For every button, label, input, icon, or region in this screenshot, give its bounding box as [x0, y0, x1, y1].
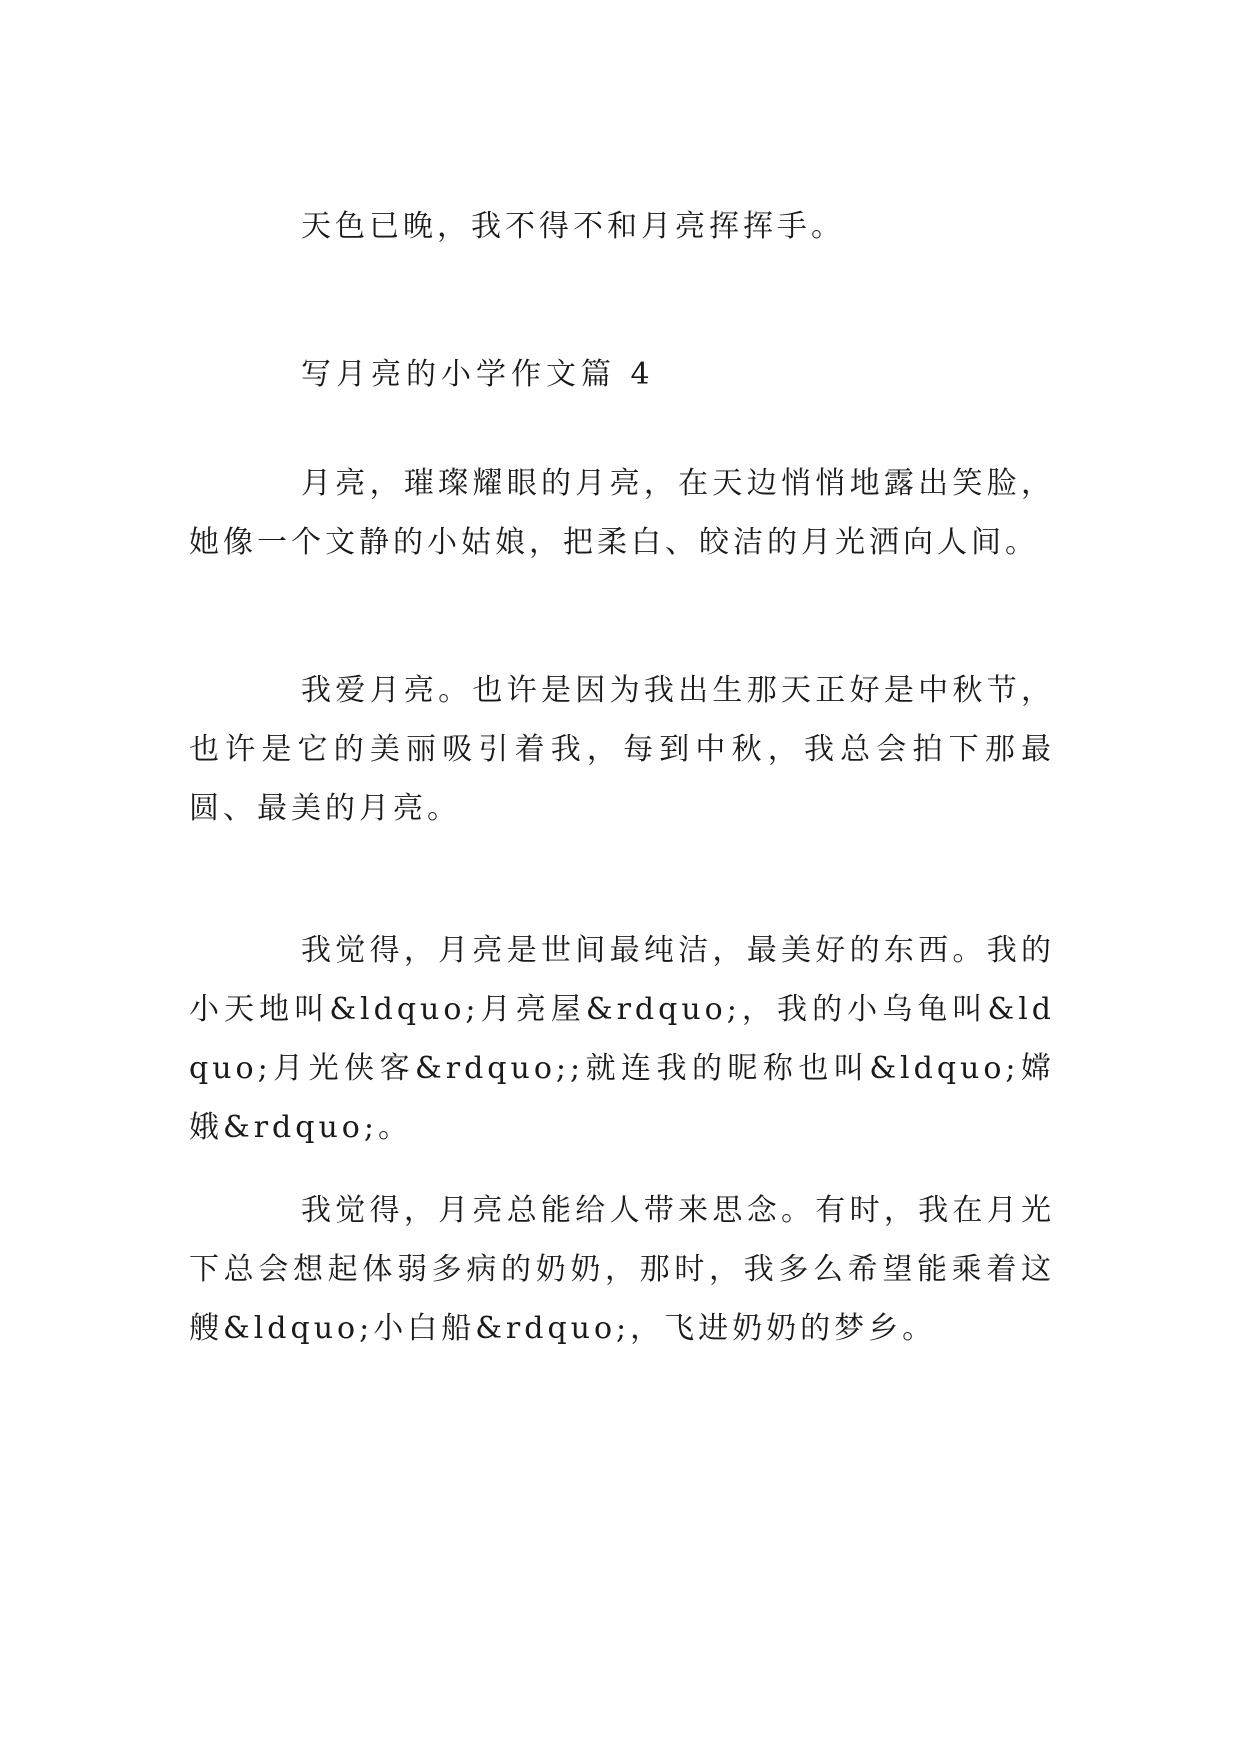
- section-heading: 写月亮的小学作文篇 4: [301, 357, 655, 392]
- paragraph-love-moon: 我爱月亮。也许是因为我出生那天正好是中秋节，也许是它的美丽吸引着我，每到中秋，我总会拍下那最圆、最美的月亮。: [189, 673, 1055, 826]
- paragraph-pure-moon: 我觉得，月亮是世间最纯洁，最美好的东西。我的小天地叫&ldquo;月亮屋&rdquo;，我的小乌龟叫&ldquo;月光侠客&rdquo;;就连我的昵称也叫&ldquo;嫦娥&rdquo;。: [189, 933, 1055, 1145]
- paragraph-moon-intro: 月亮，璀璨耀眼的月亮，在天边悄悄地露出笑脸，她像一个文静的小姑娘，把柔白、皎洁的月光洒向人间。: [189, 466, 1055, 560]
- paragraph-missing-grandma: 我觉得，月亮总能给人带来思念。有时，我在月光下总会想起体弱多病的奶奶，那时，我多么希望能乘着这艘&ldquo;小白船&rdquo;，飞进奶奶的梦乡。: [189, 1193, 1055, 1346]
- paragraph-closing-line: 天色已晚，我不得不和月亮挥挥手。: [301, 209, 845, 244]
